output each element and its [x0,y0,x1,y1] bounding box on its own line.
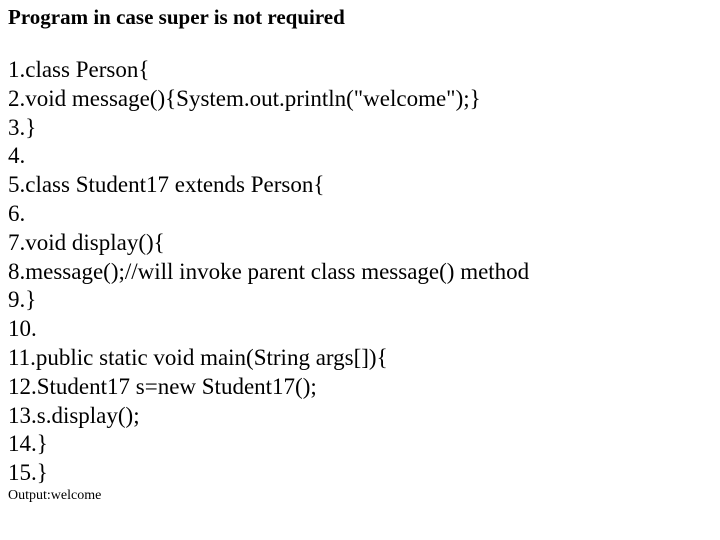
code-line: 13.s.display(); [8,402,140,428]
code-line: 3.} [8,114,37,140]
program-output: Output:welcome [8,488,102,503]
slide-title: Program in case super is not required [8,5,345,29]
code-line: 5.class Student17 extends Person{ [8,172,325,198]
code-line: 1.class Person{ [8,57,150,82]
code-line: 2.void message(){System.out.println("welcome");} [8,85,481,111]
code-line: 11.public static void main(String args[]){ [8,344,388,370]
code-line: 14.} [8,431,48,457]
code-line: 10. [8,316,37,342]
code-line: 4. [8,143,26,169]
code-line: 15.} [8,460,48,486]
code-line: 9.} [8,287,37,313]
code-line: 12.Student17 s=new Student17(); [8,373,317,399]
code-line: 8.message();//will invoke parent class message() method [8,258,530,284]
code-listing [8,56,529,488]
code-line: 7.void display(){ [8,229,165,255]
code-line: 6. [8,200,26,226]
